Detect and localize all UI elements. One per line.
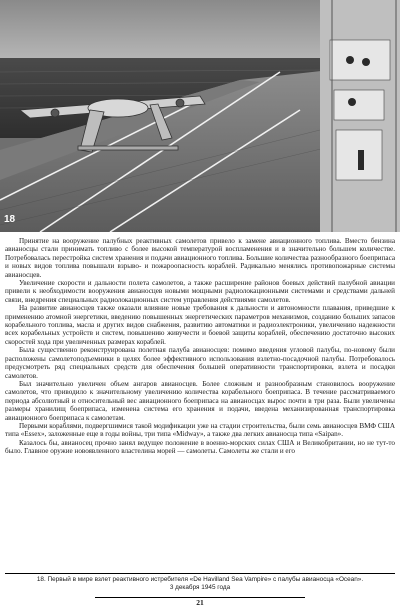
paragraph: Первыми кораблями, подвергшимися такой модификации уже на стадии строительства, были семь авианосцев ВМФ США типа «Essex», заложенные еще в годы войны, три типа «Midway», а также два легких авианосца типа «Saipan». — [5, 421, 395, 439]
paragraph: На развитие авианосцев также оказали влияние новые требования к дальности и автономности плавания, приведшие к применению атомной энергетики, введению повышенных энергетических параметров механизмов, созданию больших запасов корабельного топлива, масла и других видов снабжения, развитию автоматики и радиоэлектроники, увеличению надежности всех корабельных устройств и систем, повышению живучести и боевой защиты кораблей, обеспечению достаточно высоких скоростей хода при увеличенных размерах кораблей. — [5, 304, 395, 346]
paragraph: Принятие на вооружение палубных реактивных самолетов привело к замене авиационного топлива. Вместо бензина авианосцы стали принимать топливо с более высокой температурой воспламенения и в значительно большем количестве. Потребовалась перестройка систем хранения и подачи авиационного топлива. Большие количества разнообразного боеприпаса и новых видов топлива повышали взрыво- и пожароопасность кораблей. Радикально менялись противопожарные системы авианосцев. — [5, 237, 395, 279]
caption-divider — [5, 573, 395, 574]
photo-vampire-takeoff — [0, 0, 400, 232]
photo-illustration — [0, 0, 400, 232]
paragraph: Была существенно реконструирована полетная палуба авианосцев: помимо введения угловой палубы, по-новому были расположены самолетоподъемники в целях более эффективного использования взлетно-посадочной палубы. Потребовалось предусмотреть ряд специальных средств для обеспечения большей оперативности транспортировки, взлета и посадки самолетов. — [5, 346, 395, 380]
page-number: 21 — [196, 598, 204, 607]
photo-number: 18 — [4, 214, 16, 225]
paragraph: Был значительно увеличен объем ангаров авианосцев. Более сложным и разнообразным становилось вооружение самолетов, что приводило к значительному увеличению количества корабельного боеприпаса. В течение рассматриваемого периода абсолютный и относительный вес авиационного боеприпаса на авианосцах вырос почти в три раза. Были увеличены размеры хранилищ боеприпаса, изменена система его хранения и подачи, введена механизированная транспортировка авиационного боеприпаса к самолетам. — [5, 379, 395, 422]
caption-date: 3 декабря 1945 года — [169, 584, 231, 591]
figure-caption — [8, 576, 392, 592]
paragraph: Увеличение скорости и дальности полета самолетов, а также расширение районов боевых действий палубной авиации привели к необходимости вооружения авианосцев новыми мощными радиолокационными системами и средствами дальней связи, внедрения специальных радиолокационных систем управления действиями самолетов. — [5, 279, 395, 304]
article-body — [5, 237, 395, 456]
caption-line: 18. Первый в мире взлет реактивного истребителя «De Havilland Sea Vampire» с палубы авианосца «Ocean». — [36, 576, 364, 583]
paragraph: Казалось бы, авианосец прочно занял ведущее положение в военно-морских силах США и Великобритании, но не тут-то было. Главное оружие новоявленного властелина морей — самолеты. Самолеты же стали и его — [5, 438, 395, 456]
